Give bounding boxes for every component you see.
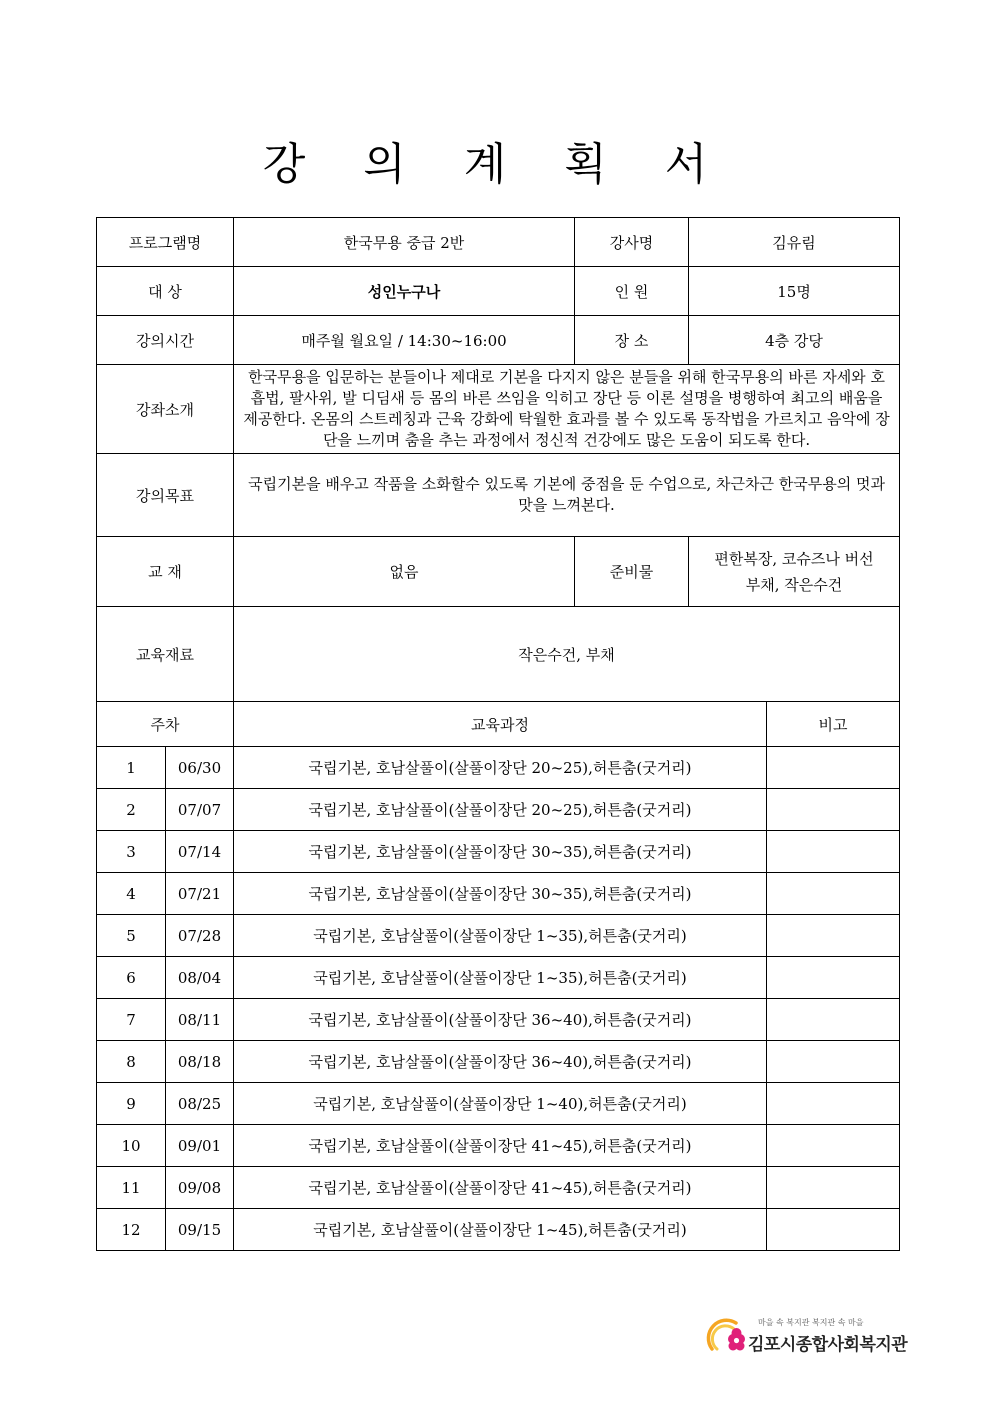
week-number: 2 [97, 789, 166, 831]
course-note [767, 999, 900, 1041]
schedule-row [97, 873, 900, 915]
week-number: 8 [97, 1041, 166, 1083]
logo-mark-icon [706, 1315, 750, 1359]
schedule-row [97, 1209, 900, 1251]
course-content: 국립기본, 호남살풀이(살풀이장단 1~45),허튼춤(굿거리) [234, 1209, 767, 1251]
week-date: 06/30 [166, 747, 234, 789]
schedule-rows [97, 747, 900, 1251]
supplies-line-2: 부채, 작은수건 [745, 575, 843, 594]
logo-name: 김포시종합사회복지관 [748, 1335, 908, 1355]
week-date: 07/28 [166, 915, 234, 957]
week-date: 09/15 [166, 1209, 234, 1251]
course-content: 국립기본, 호남살풀이(살풀이장단 20~25),허튼춤(굿거리) [234, 747, 767, 789]
place-label: 장 소 [575, 316, 689, 365]
week-number: 6 [97, 957, 166, 999]
program-value: 한국무용 중급 2반 [234, 218, 575, 267]
schedule-row [97, 1083, 900, 1125]
schedule-row [97, 1167, 900, 1209]
course-content: 국립기본, 호남살풀이(살풀이장단 1~35),허튼춤(굿거리) [234, 957, 767, 999]
schedule-row [97, 999, 900, 1041]
course-note [767, 1167, 900, 1209]
course-header: 교육과정 [234, 702, 767, 747]
logo-tagline: 마을 속 복지관 복지관 속 마을 [758, 1318, 864, 1327]
instructor-label: 강사명 [575, 218, 689, 267]
week-date: 09/01 [166, 1125, 234, 1167]
schedule-row [97, 831, 900, 873]
week-number: 11 [97, 1167, 166, 1209]
target-label: 대 상 [97, 267, 234, 316]
textbook-value: 없음 [234, 537, 575, 607]
course-content: 국립기본, 호남살풀이(살풀이장단 36~40),허튼춤(굿거리) [234, 1041, 767, 1083]
week-date: 07/07 [166, 789, 234, 831]
course-content: 국립기본, 호남살풀이(살풀이장단 1~40),허튼춤(굿거리) [234, 1083, 767, 1125]
week-number: 1 [97, 747, 166, 789]
course-note [767, 873, 900, 915]
week-number: 9 [97, 1083, 166, 1125]
week-number: 12 [97, 1209, 166, 1251]
intro-value: 한국무용을 입문하는 분들이나 제대로 기본을 다지지 않은 분들을 위해 한국무용의 바른 자세와 호흡법, 팔사위, 발 디딤새 등 몸의 바른 쓰임을 익히고 장단 등 이론 설명을 병행하여 최고의 배움을 제공한다. 온몸의 스트레칭과 근육 강화에 탁월한 효과를 볼 수 있도록 동작법을 가르치고 음악에 장단을 느끼며 춤을 추는 과정에서 정신적 건강에도 많은 도움이 되도록 한다. [234, 365, 900, 454]
textbook-label: 교 재 [97, 537, 234, 607]
week-header: 주차 [97, 702, 234, 747]
time-value: 매주월 월요일 / 14:30~16:00 [234, 316, 575, 365]
note-header: 비고 [767, 702, 900, 747]
capacity-value: 15명 [689, 267, 900, 316]
place-value: 4층 강당 [689, 316, 900, 365]
supplies-line-1: 편한복장, 코슈즈나 버선 [714, 549, 874, 568]
course-content: 국립기본, 호남살풀이(살풀이장단 30~35),허튼춤(굿거리) [234, 873, 767, 915]
week-date: 08/11 [166, 999, 234, 1041]
supplies-value [689, 537, 900, 607]
course-content: 국립기본, 호남살풀이(살풀이장단 41~45),허튼춤(굿거리) [234, 1125, 767, 1167]
instructor-value: 김유림 [689, 218, 900, 267]
course-note [767, 747, 900, 789]
course-note [767, 1083, 900, 1125]
week-date: 08/04 [166, 957, 234, 999]
time-label: 강의시간 [97, 316, 234, 365]
week-date: 08/25 [166, 1083, 234, 1125]
goal-value: 국립기본을 배우고 작품을 소화할수 있도록 기본에 중점을 둔 수업으로, 차근차근 한국무용의 멋과 맛을 느껴본다. [234, 454, 900, 537]
week-date: 08/18 [166, 1041, 234, 1083]
capacity-label: 인 원 [575, 267, 689, 316]
schedule-row [97, 789, 900, 831]
course-note [767, 1041, 900, 1083]
week-number: 3 [97, 831, 166, 873]
course-content: 국립기본, 호남살풀이(살풀이장단 30~35),허튼춤(굿거리) [234, 831, 767, 873]
intro-label: 강좌소개 [97, 365, 234, 454]
materials-value: 작은수건, 부채 [234, 607, 900, 702]
schedule-row [97, 1125, 900, 1167]
course-content: 국립기본, 호남살풀이(살풀이장단 20~25),허튼춤(굿거리) [234, 789, 767, 831]
course-note [767, 1209, 900, 1251]
week-date: 07/21 [166, 873, 234, 915]
schedule-row [97, 957, 900, 999]
schedule-row [97, 915, 900, 957]
course-content: 국립기본, 호남살풀이(살풀이장단 41~45),허튼춤(굿거리) [234, 1167, 767, 1209]
course-content: 국립기본, 호남살풀이(살풀이장단 36~40),허튼춤(굿거리) [234, 999, 767, 1041]
organization-logo [706, 1313, 906, 1363]
course-content: 국립기본, 호남살풀이(살풀이장단 1~35),허튼춤(굿거리) [234, 915, 767, 957]
course-note [767, 831, 900, 873]
materials-label: 교육재료 [97, 607, 234, 702]
course-note [767, 1125, 900, 1167]
schedule-row [97, 1041, 900, 1083]
week-number: 4 [97, 873, 166, 915]
supplies-label: 준비물 [575, 537, 689, 607]
lecture-plan-table [96, 217, 900, 1251]
schedule-row [97, 747, 900, 789]
page-title: 강 의 계 획 서 [262, 139, 730, 190]
week-date: 07/14 [166, 831, 234, 873]
course-note [767, 915, 900, 957]
course-note [767, 789, 900, 831]
week-number: 7 [97, 999, 166, 1041]
program-label: 프로그램명 [97, 218, 234, 267]
goal-label: 강의목표 [97, 454, 234, 537]
week-number: 10 [97, 1125, 166, 1167]
target-value: 성인누구나 [234, 267, 575, 316]
week-number: 5 [97, 915, 166, 957]
course-note [767, 957, 900, 999]
week-date: 09/08 [166, 1167, 234, 1209]
